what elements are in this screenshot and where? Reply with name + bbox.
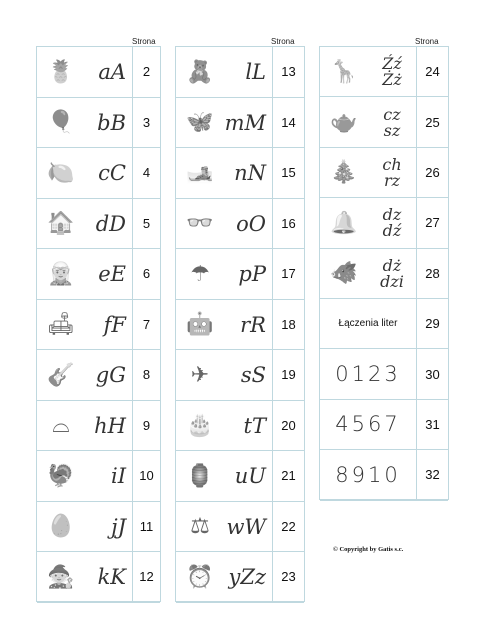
letter-stack <box>372 148 412 198</box>
letter-pair: nN <box>234 161 266 186</box>
lesson-content <box>176 451 273 501</box>
pineapple-icon: 🍍 <box>47 59 75 85</box>
digit-group: 0123 <box>335 362 401 387</box>
butterfly-icon: 🦋 <box>186 110 214 136</box>
lesson-row <box>320 299 448 349</box>
letter-pair: oO <box>236 211 266 236</box>
kettle-bacon-icon: 🫖 <box>330 110 358 136</box>
page-number: 31 <box>425 416 440 432</box>
lesson-row <box>37 350 160 401</box>
lesson-content <box>320 97 417 146</box>
letter-pair: pP <box>238 262 266 287</box>
page-number: 19 <box>281 367 296 383</box>
page-number: 30 <box>425 366 440 382</box>
letter-stack-line: rz <box>383 170 401 190</box>
lesson-content <box>37 249 133 299</box>
lesson-content <box>176 350 273 400</box>
lesson-content <box>176 98 273 148</box>
letter-stack-line: Żż <box>382 70 402 90</box>
lesson-row <box>176 199 304 250</box>
lesson-content <box>176 199 273 249</box>
letter-pair: rR <box>240 312 266 337</box>
page-number: 29 <box>425 316 440 332</box>
letter-pair: uU <box>234 464 266 489</box>
doll-icon: 🧸 <box>186 59 214 85</box>
lesson-content <box>176 502 273 552</box>
hammock-icon: ⌓ <box>52 413 70 439</box>
lesson-content <box>176 148 273 198</box>
letter-stack-line: dź <box>382 221 402 241</box>
lesson-row <box>320 47 448 97</box>
letter-pair: bB <box>97 110 126 135</box>
skis-icon: 🎿 <box>186 160 214 186</box>
lesson-row <box>37 401 160 452</box>
cake-icon: 🎂 <box>186 413 214 439</box>
lesson-column-1 <box>36 46 161 602</box>
page-number: 20 <box>281 417 296 433</box>
letter-pair: aA <box>98 60 126 85</box>
lesson-column-2 <box>175 46 305 602</box>
lesson-content <box>37 451 133 501</box>
letter-pair: lL <box>245 60 266 85</box>
crane-boar-icon: 🐗 <box>330 261 358 287</box>
letter-stack-line: dzi <box>380 271 404 291</box>
lesson-row <box>37 98 160 149</box>
letter-pair: kK <box>97 565 126 590</box>
umbrella-icon: ☂ <box>190 261 210 287</box>
lesson-content <box>37 47 133 97</box>
lesson-content <box>320 198 417 247</box>
lesson-content <box>320 450 417 499</box>
lesson-row <box>37 502 160 553</box>
elf-icon: 🧝 <box>47 261 75 287</box>
page-number: 11 <box>139 518 154 534</box>
page-number: 24 <box>425 64 440 80</box>
gnome-icon: 🧙 <box>47 564 75 590</box>
lesson-content <box>37 300 133 350</box>
lesson-content <box>176 249 273 299</box>
page-number: 13 <box>281 64 296 80</box>
lesson-row <box>37 199 160 250</box>
turkey-icon: 🦃 <box>47 463 75 489</box>
page-number: 3 <box>142 114 151 130</box>
lesson-row <box>176 502 304 553</box>
column-header-2: Strona <box>271 37 295 46</box>
letter-pair: fF <box>103 312 126 337</box>
letter-stack-line: sz <box>383 120 401 140</box>
bell-house-icon: 🔔 <box>330 210 358 236</box>
lesson-row <box>176 98 304 149</box>
lesson-row <box>176 401 304 452</box>
lesson-row <box>37 300 160 351</box>
giraffe-horse-icon: 🦒 <box>330 59 358 85</box>
lesson-row <box>320 400 448 450</box>
letter-stack <box>372 249 412 299</box>
letter-pair: eE <box>98 262 126 287</box>
page-number: 2 <box>142 64 151 80</box>
lesson-row <box>176 47 304 98</box>
letter-stack-line: dż <box>382 255 402 275</box>
lesson-content <box>320 400 417 449</box>
lesson-row <box>176 249 304 300</box>
page-number: 28 <box>425 265 440 281</box>
letter-pair: dD <box>95 211 126 236</box>
page-number: 25 <box>425 114 440 130</box>
column-header-3: Strona <box>415 37 439 46</box>
page-number: 5 <box>142 215 151 231</box>
alarm-clock-icon: ⏰ <box>186 564 214 590</box>
lesson-row <box>37 552 160 603</box>
page-number: 22 <box>281 518 296 534</box>
lesson-content <box>37 148 133 198</box>
letter-stack <box>372 198 412 248</box>
page-number: 17 <box>281 266 296 282</box>
page-number: 18 <box>281 316 296 332</box>
copyright-notice: © Copyright by Gatis s.c. <box>333 546 404 553</box>
letter-stack <box>372 97 412 147</box>
letter-stack-line: dz <box>382 205 402 225</box>
lesson-row <box>320 349 448 399</box>
letter-pair: tT <box>243 413 266 438</box>
lesson-row <box>320 198 448 248</box>
lesson-content <box>176 47 273 97</box>
lesson-row <box>37 249 160 300</box>
page-number: 23 <box>281 569 296 585</box>
airplane-icon: ✈ <box>190 362 210 388</box>
lesson-content <box>37 98 133 148</box>
letter-pair: sS <box>240 363 266 388</box>
house-icon: 🏠 <box>47 211 75 237</box>
lesson-content <box>37 199 133 249</box>
lesson-content <box>37 350 133 400</box>
lesson-content <box>37 401 133 451</box>
page-number: 21 <box>281 468 296 484</box>
lesson-content <box>320 349 417 398</box>
lesson-content <box>37 552 133 602</box>
lesson-row <box>176 350 304 401</box>
lesson-content <box>320 249 417 298</box>
letter-stack-line: ch <box>382 154 402 174</box>
letter-pair: mM <box>224 110 266 135</box>
lesson-content <box>176 552 273 602</box>
glasses-icon: 👓 <box>186 211 214 237</box>
digit-group: 8910 <box>335 462 401 487</box>
lesson-row <box>37 47 160 98</box>
page-number: 14 <box>281 114 296 130</box>
lemon-icon: 🍋 <box>47 160 75 186</box>
page-number: 4 <box>142 165 151 181</box>
lesson-row <box>176 552 304 603</box>
letter-pair: gG <box>95 363 126 388</box>
lesson-content <box>320 148 417 197</box>
lesson-content <box>176 401 273 451</box>
lesson-content <box>320 47 417 96</box>
lesson-content <box>37 502 133 552</box>
egg-cup-icon: 🥚 <box>47 514 75 540</box>
page-number: 8 <box>142 367 151 383</box>
lesson-row <box>176 451 304 502</box>
page-number: 16 <box>281 215 296 231</box>
beehive-icon: 🏮 <box>186 463 214 489</box>
page-number: 15 <box>281 165 296 181</box>
lesson-row <box>320 249 448 299</box>
page-number: 32 <box>425 467 440 483</box>
letter-pair: hH <box>94 413 126 438</box>
lesson-row <box>320 148 448 198</box>
letter-pair: wW <box>226 514 266 539</box>
robot-icon: 🤖 <box>186 312 214 338</box>
page-number: 10 <box>139 468 154 484</box>
lesson-column-3 <box>319 46 449 500</box>
page-number: 27 <box>425 215 440 231</box>
letter-pair: iI <box>110 464 126 489</box>
tree-shells-icon: 🎄 <box>330 160 358 186</box>
guitar-icon: 🎸 <box>47 362 75 388</box>
letter-stack-line: cz <box>383 104 401 124</box>
letter-pair: cC <box>98 161 126 186</box>
letter-stack <box>372 47 412 97</box>
lesson-row <box>320 97 448 147</box>
lesson-row <box>176 300 304 351</box>
page-number: 6 <box>142 266 151 282</box>
page-number: 12 <box>139 569 154 585</box>
letter-pair: jJ <box>111 514 126 539</box>
lesson-row <box>37 451 160 502</box>
digit-group: 4567 <box>335 412 401 437</box>
lesson-content <box>176 300 273 350</box>
scales-icon: ⚖ <box>190 514 210 540</box>
letter-stack-line: Źź <box>382 54 402 74</box>
lesson-row <box>320 450 448 500</box>
letter-pair: yZz <box>228 565 266 590</box>
letter-joining-label: Łączenia liter <box>338 318 398 330</box>
lesson-row <box>37 148 160 199</box>
balloon-icon: 🎈 <box>47 110 75 136</box>
page-number: 9 <box>142 417 151 433</box>
page-number: 26 <box>425 164 440 180</box>
armchair-icon: 🛋 <box>47 312 75 338</box>
lesson-content <box>320 299 417 348</box>
column-header-1: Strona <box>132 37 156 46</box>
page-number: 7 <box>142 316 151 332</box>
lesson-row <box>176 148 304 199</box>
